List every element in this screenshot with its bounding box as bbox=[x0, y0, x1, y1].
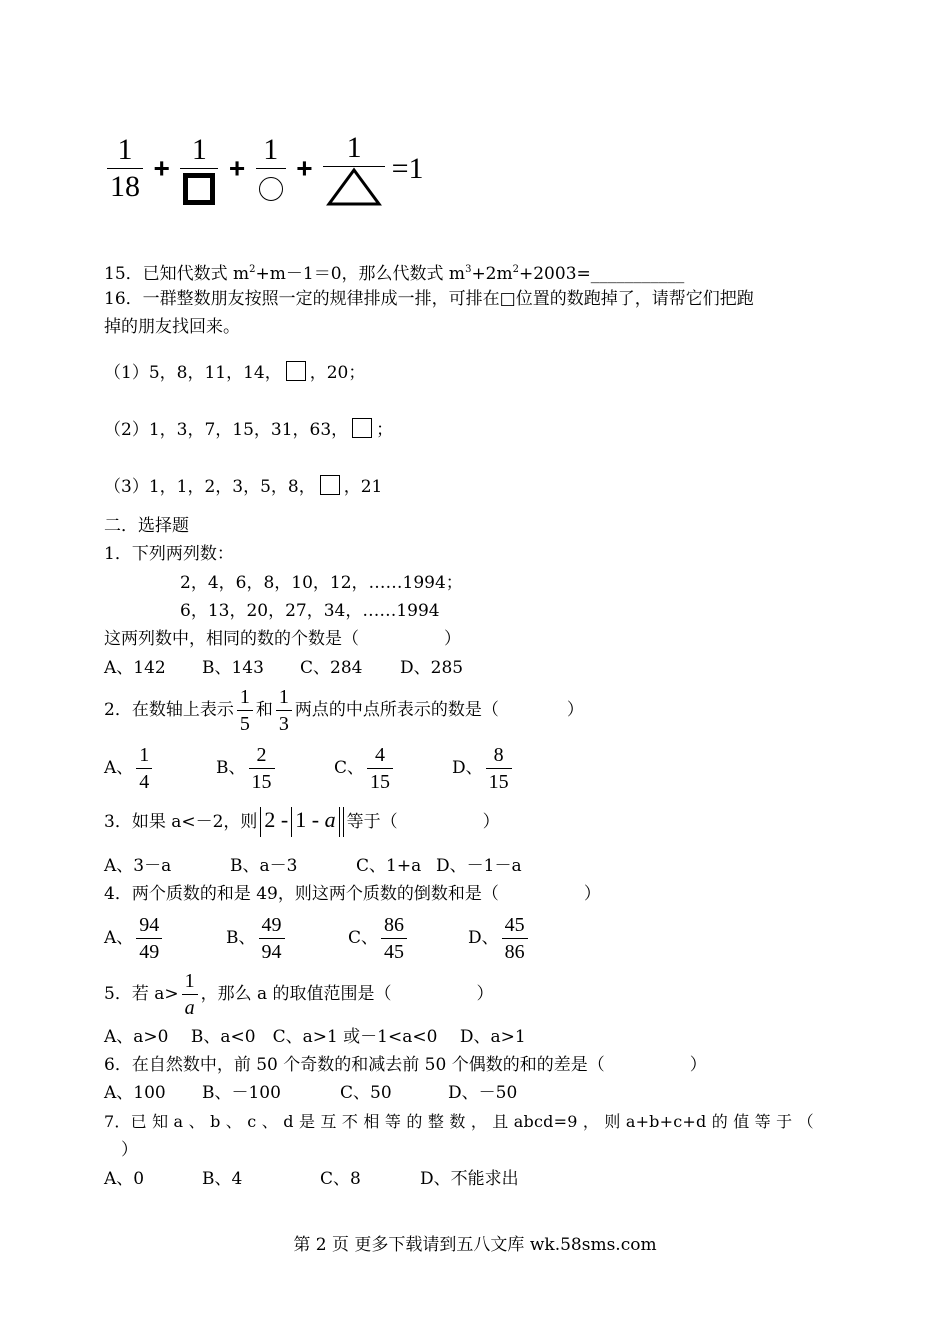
sequence-3: （3）1，1，2，3，5，8， ，21 bbox=[104, 477, 383, 497]
fraction-1-triangle: 1 bbox=[323, 130, 385, 207]
option-c: C、8 bbox=[320, 1169, 361, 1189]
option-d: D、 $\frac{45}{86}$ bbox=[468, 910, 531, 966]
option-c: C、 $\frac{4}{15}$ bbox=[334, 742, 396, 795]
equals-one: =1 bbox=[391, 151, 424, 185]
blank-box bbox=[286, 361, 306, 381]
option-a: A、0 bbox=[104, 1169, 145, 1189]
choice-7-line1: 7．已 知 a 、 b 、 c 、 d 是 互 不 相 等 的 整 数 ， 且 abcd=9 ， 则 a+b+c+d 的 值 等 于 （ bbox=[104, 1112, 814, 1131]
option-c: C、 $\frac{86}{45}$ bbox=[348, 910, 410, 966]
choice-6-stem: 6．在自然数中，前 50 个奇数的和减去前 50 个偶数的和的差是（ ） bbox=[104, 1055, 707, 1075]
option-a: A、 $\frac{94}{49}$ bbox=[104, 910, 165, 966]
option-a: A、3－a bbox=[104, 856, 172, 876]
option-b: B、4 bbox=[202, 1169, 243, 1189]
fraction-1-18: $\frac{1}{18}$ bbox=[107, 132, 143, 205]
choice-5-stem: 5．若 a> $\frac{1}{a}$ ，那么 a 的取值范围是（ ） bbox=[104, 970, 494, 1019]
fraction-1-circle: 1 bbox=[256, 132, 286, 205]
blank-box bbox=[320, 475, 340, 495]
choice-1-ask: 这两列数中，相同的数的个数是（ ） bbox=[104, 629, 461, 649]
option-d: D、－50 bbox=[448, 1083, 518, 1103]
option-d: D、285 bbox=[400, 658, 464, 678]
fraction-1-3: $\frac{1}{3}$ bbox=[276, 684, 292, 737]
option-b: B、 $\frac{2}{15}$ bbox=[216, 742, 278, 795]
sequence-1: （1）5，8，11，14， ，20； bbox=[104, 363, 366, 383]
option-c: C、1+a bbox=[356, 856, 422, 876]
option-a: A、 $\frac{1}{4}$ bbox=[104, 742, 155, 795]
option-b: B、－100 bbox=[202, 1083, 281, 1103]
plus-sign: + bbox=[228, 152, 246, 184]
option-b: B、a－3 bbox=[230, 856, 298, 876]
fraction-1-square: 1 bbox=[180, 132, 218, 205]
choice-1-row1: 2，4，6，8，10，12，……1994； bbox=[180, 573, 463, 593]
circle-icon bbox=[259, 177, 283, 201]
plus-sign: + bbox=[296, 152, 313, 184]
option-d: D、 $\frac{8}{15}$ bbox=[452, 742, 515, 795]
question-16-line1: 16．一群整数朋友按照一定的规律排成一排，可排在□位置的数跑掉了，请帮它们把跑 bbox=[104, 289, 754, 309]
question-15: 15．已知代数式 $m^2+m-1=0$，那么代数式 $m^3+2m^2+2003=\_\_\_\_\_\_\_\_\_\_\_$ bbox=[104, 264, 685, 284]
choice-1-stem: 1．下列两列数： bbox=[104, 544, 234, 564]
option-a: A、100 bbox=[104, 1083, 166, 1103]
option-b: B、143 bbox=[202, 658, 264, 678]
section-heading: 二．选择题 bbox=[104, 516, 189, 536]
square-icon bbox=[183, 173, 215, 205]
triangle-icon bbox=[326, 167, 382, 207]
option-c: C、50 bbox=[340, 1083, 392, 1103]
choice-5-options: A、a>0 B、a<0 C、a>1 或－1<a<0 D、a>1 bbox=[104, 1027, 526, 1047]
sequence-2: （2）1，3，7，15，31，63， ； bbox=[104, 420, 394, 440]
blank-box bbox=[352, 418, 372, 438]
question-16-line2: 掉的朋友找回来。 bbox=[104, 317, 240, 337]
choice-7-line2: ） bbox=[104, 1140, 138, 1160]
plus-sign: + bbox=[153, 152, 170, 184]
fraction-equation bbox=[104, 130, 424, 207]
option-d: D、不能求出 bbox=[420, 1169, 519, 1189]
fraction-1-a: $\frac{1}{a}$ bbox=[182, 968, 198, 1021]
option-d: D、－1－a bbox=[436, 856, 522, 876]
choice-1-row2: 6，13，20，27，34，……1994 bbox=[180, 601, 440, 621]
page-footer: 第 2 页 更多下载请到五八文库 wk.58sms.com bbox=[293, 1235, 657, 1255]
choice-2-stem: 2．在数轴上表示 $\frac{1}{5}$ 和 $\frac{1}{3}$ 两点的中点所表示的数是（ ） bbox=[104, 686, 584, 735]
choice-4-stem: 4．两个质数的和是 49，则这两个质数的倒数和是（ ） bbox=[104, 884, 601, 904]
option-b: B、 $\frac{49}{94}$ bbox=[226, 910, 288, 966]
option-a: A、142 bbox=[104, 658, 166, 678]
choice-3-stem: 3．如果 a<－2，则 2 - 1 - a 等于（ ） bbox=[104, 802, 500, 840]
fraction-1-5: $\frac{1}{5}$ bbox=[237, 684, 253, 737]
option-c: C、284 bbox=[300, 658, 363, 678]
absolute-value-expression: 2 - 1 - a bbox=[257, 807, 346, 832]
